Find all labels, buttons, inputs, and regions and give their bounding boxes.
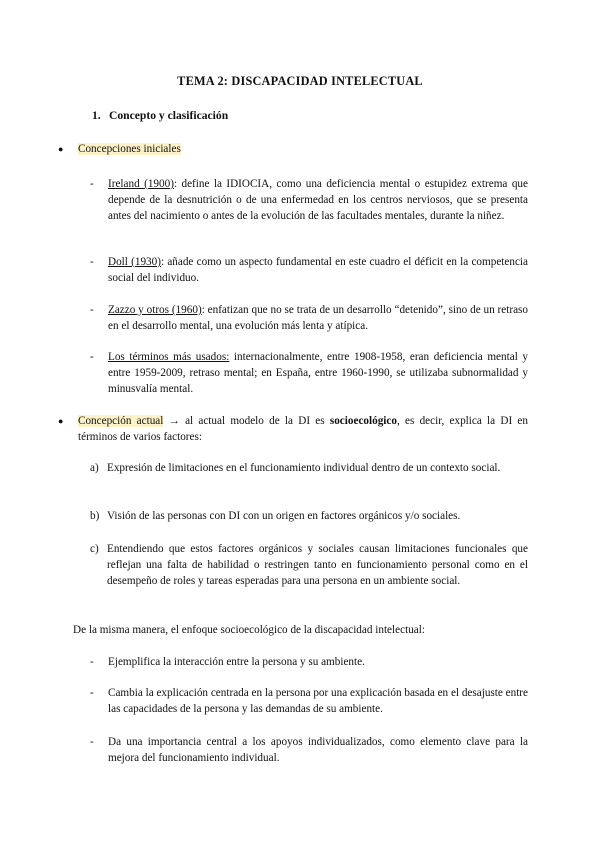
bullet-icon: ● <box>58 144 64 154</box>
list-item-b <box>90 508 528 524</box>
item-text: : define la IDIOCIA, como una deficiencia mental o estupidez extrema que depende de la desnutrición o de una enfermedad en los centros nerviosos, que se presenta antes del nacimiento o antes de la evolución de las facultades mentales, durante la niñez. <box>108 178 528 222</box>
list-item-doll <box>90 254 528 286</box>
item-text: Visión de las personas con DI con un origen en factores orgánicos y/o sociales. <box>107 510 461 522</box>
item-marker: b) <box>90 510 100 522</box>
item-term: Doll (1930) <box>108 256 161 268</box>
dash-marker: - <box>90 736 94 748</box>
section-number: 1. <box>92 109 101 122</box>
list-item-cambia <box>90 685 528 717</box>
document-title: TEMA 2: DISCAPACIDAD INTELECTUAL <box>177 74 423 88</box>
item-text: Expresión de limitaciones en el funcionamiento individual dentro de un contexto social. <box>107 462 501 474</box>
list-item-da-importancia <box>90 734 528 766</box>
item-text: Entendiendo que estos factores orgánicos y sociales causan limitaciones funcionales que reflejan una falta de habilidad o restringen tanto en funcionamiento personal como en el desempeño de roles y tareas esperadas para una persona en un ambiente social. <box>107 543 528 587</box>
list-item-zazzo <box>90 302 528 334</box>
list-item-ireland <box>90 176 528 224</box>
item-text: Cambia la explicación centrada en la persona por una explicación basada en el desajuste entre las capacidades de la persona y las demandas de su ambiente. <box>108 687 528 715</box>
item-text: internacionalmente, entre 1908-1958, eran deficiencia mental y entre 1959-2009, retraso mental; en España, entre 1960-1990, se utilizaba subnormalidad y minusvalía mental. <box>108 351 528 395</box>
bullet-icon: ● <box>58 416 64 426</box>
dash-marker: - <box>90 351 94 363</box>
dash-marker: - <box>90 304 94 316</box>
list-item-a <box>90 460 528 476</box>
item-text: : enfatizan que no se trata de un desarrollo “detenido”, sino de un retraso en el desarrollo mental, una evolución más lenta y atípica. <box>108 304 528 332</box>
paragraph-enfoque: De la misma manera, el enfoque socioecológico de la discapacidad intelectual: <box>73 624 425 636</box>
bullet-concepciones-iniciales <box>58 141 528 157</box>
item-term: Ireland (1900) <box>108 178 174 190</box>
item-term: Zazzo y otros (1960) <box>108 304 202 316</box>
item-text: : añade como un aspecto fundamental en este cuadro el déficit en la competencia social del individuo. <box>108 256 528 284</box>
bullet-label: Concepción actual <box>78 415 164 427</box>
bullet-text-bold: socioecológico <box>329 415 397 427</box>
item-marker: a) <box>90 462 99 474</box>
dash-marker: - <box>90 256 94 268</box>
bullet-label: Concepciones iniciales <box>78 143 181 155</box>
bullet-concepcion-actual <box>58 413 528 445</box>
section-label: Concepto y clasificación <box>109 109 229 122</box>
bullet-text-pre: → al actual modelo de la DI es <box>163 415 330 427</box>
item-text: Da una importancia central a los apoyos individualizados, como elemento clave para la mejora del funcionamiento individual. <box>108 736 528 764</box>
list-item-terminos <box>90 349 528 397</box>
dash-marker: - <box>90 687 94 699</box>
bullet-text-post: , es decir, explica la DI en términos de varios factores: <box>78 415 528 443</box>
item-marker: c) <box>90 543 99 555</box>
dash-marker: - <box>90 178 94 190</box>
item-text: Ejemplifica la interacción entre la persona y su ambiente. <box>108 656 365 668</box>
list-item-ejemplifica <box>90 654 528 670</box>
list-item-c <box>90 541 528 589</box>
section-heading <box>92 108 228 124</box>
dash-marker: - <box>90 656 94 668</box>
item-term: Los términos más usados: <box>108 351 230 363</box>
